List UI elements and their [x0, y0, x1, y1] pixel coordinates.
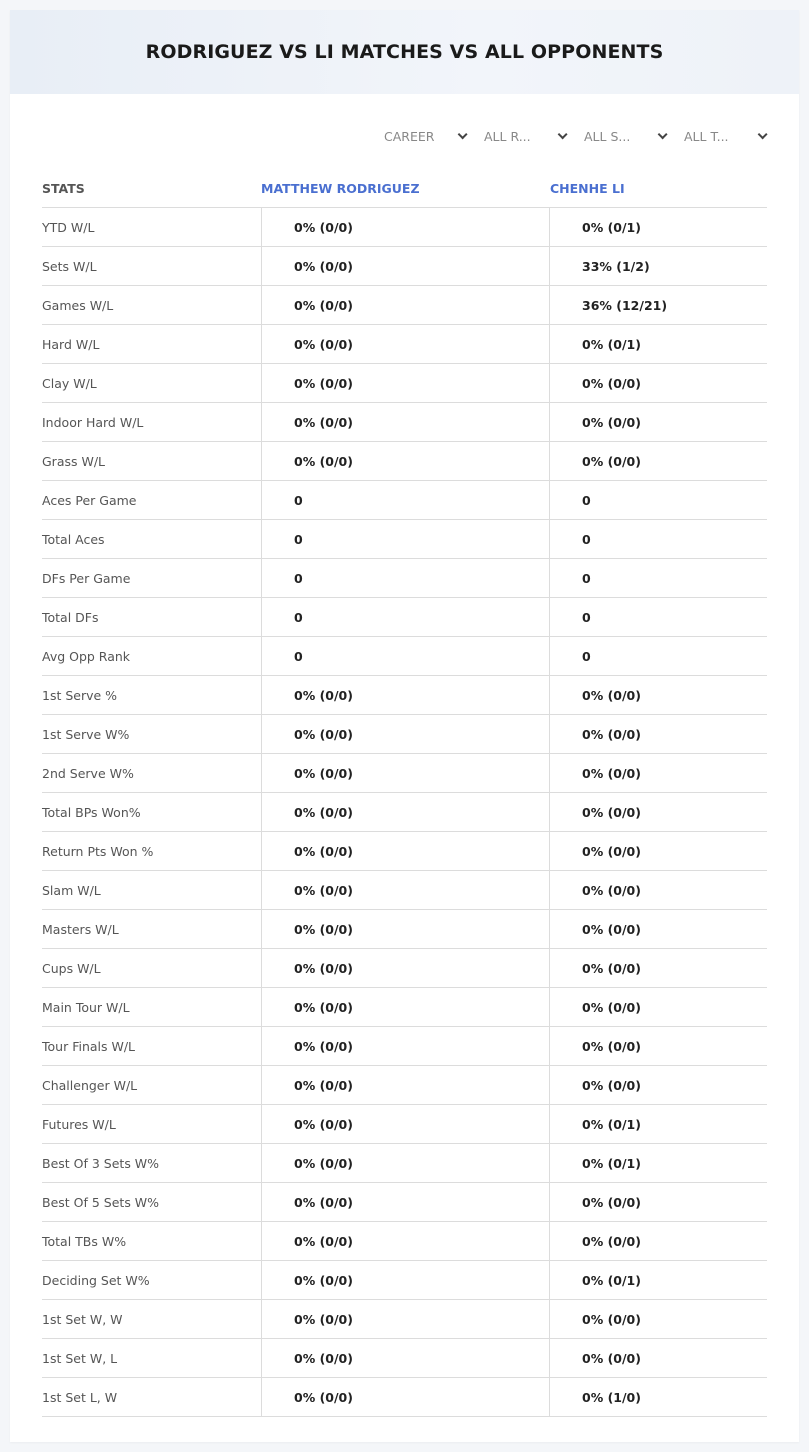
player1-value: 0% (0/0): [294, 1195, 353, 1210]
stat-label: Aces Per Game: [42, 493, 137, 508]
player1-value: 0: [294, 532, 303, 547]
card-header: [10, 10, 799, 94]
player2-value: 0% (0/0): [582, 805, 641, 820]
player2-value: 0% (0/1): [582, 337, 641, 352]
stat-label: 1st Set W, W: [42, 1312, 123, 1327]
chevron-down-icon: [758, 129, 768, 139]
player1-value: 0% (0/0): [294, 376, 353, 391]
player2-value: 0% (0/1): [582, 1156, 641, 1171]
table-row: [42, 754, 767, 793]
stat-label: 1st Set W, L: [42, 1351, 118, 1366]
player1-value: 0: [294, 610, 303, 625]
column-header-stats: STATS: [42, 181, 85, 196]
column-header-player2[interactable]: CHENHE LI: [550, 181, 625, 196]
stat-label: Challenger W/L: [42, 1078, 138, 1093]
table-row: [42, 676, 767, 715]
player2-value: 0: [582, 610, 591, 625]
stat-label: Indoor Hard W/L: [42, 415, 144, 430]
player2-value: 0% (0/1): [582, 1117, 641, 1132]
filter-bar: [374, 126, 774, 146]
player1-value: 0% (0/0): [294, 337, 353, 352]
player2-value: 0% (0/0): [582, 376, 641, 391]
player1-value: 0% (0/0): [294, 922, 353, 937]
player2-value: 0% (0/0): [582, 961, 641, 976]
stat-label: Hard W/L: [42, 337, 100, 352]
player2-value: 0% (0/0): [582, 1195, 641, 1210]
table-row: [42, 1105, 767, 1144]
player1-value: 0% (0/0): [294, 1078, 353, 1093]
player1-value: 0% (0/0): [294, 688, 353, 703]
stat-label: Sets W/L: [42, 259, 97, 274]
table-row: [42, 481, 767, 520]
stats-card: [10, 10, 799, 1442]
filter-label: ALL T...: [684, 128, 729, 144]
table-row: [42, 715, 767, 754]
player1-value: 0: [294, 493, 303, 508]
stat-label: Deciding Set W%: [42, 1273, 150, 1288]
player2-value: 0% (0/0): [582, 415, 641, 430]
column-header-player1[interactable]: MATTHEW RODRIGUEZ: [261, 181, 420, 196]
player1-value: 0% (0/0): [294, 1351, 353, 1366]
player2-value: 36% (12/21): [582, 298, 668, 313]
player2-value: 0% (0/0): [582, 454, 641, 469]
player2-value: 0: [582, 532, 591, 547]
player1-value: 0% (0/0): [294, 805, 353, 820]
table-row: [42, 520, 767, 559]
player2-value: 0% (0/0): [582, 727, 641, 742]
player1-value: 0% (0/0): [294, 844, 353, 859]
player2-value: 0% (0/0): [582, 1000, 641, 1015]
stat-label: Tour Finals W/L: [42, 1039, 136, 1054]
player2-value: 0% (0/0): [582, 1078, 641, 1093]
stat-label: Best Of 5 Sets W%: [42, 1195, 160, 1210]
table-row: [42, 1222, 767, 1261]
stat-label: Best Of 3 Sets W%: [42, 1156, 160, 1171]
stat-label: Return Pts Won %: [42, 844, 154, 859]
player1-value: 0% (0/0): [294, 259, 353, 274]
player1-value: 0% (0/0): [294, 1390, 353, 1405]
table-row: [42, 247, 767, 286]
table-row: [42, 1027, 767, 1066]
player1-value: 0% (0/0): [294, 1000, 353, 1015]
table-row: [42, 598, 767, 637]
player1-value: 0: [294, 649, 303, 664]
player2-value: 0% (1/0): [582, 1390, 641, 1405]
chevron-down-icon: [658, 129, 668, 139]
filter-tournaments-select[interactable]: [674, 126, 774, 146]
table-row: [42, 208, 767, 247]
stat-label: Avg Opp Rank: [42, 649, 131, 664]
player2-value: 0% (0/0): [582, 1312, 641, 1327]
stat-label: Cups W/L: [42, 961, 101, 976]
stats-table: [42, 160, 767, 1417]
stat-label: Slam W/L: [42, 883, 101, 898]
table-row: [42, 1144, 767, 1183]
stat-label: 1st Serve W%: [42, 727, 130, 742]
stat-label: Main Tour W/L: [42, 1000, 130, 1015]
player2-value: 0% (0/1): [582, 1273, 641, 1288]
stat-label: YTD W/L: [42, 220, 95, 235]
player1-value: 0% (0/0): [294, 1312, 353, 1327]
table-row: [42, 286, 767, 325]
table-row: [42, 559, 767, 598]
chevron-down-icon: [458, 129, 468, 139]
table-row: [42, 1066, 767, 1105]
player2-value: 0% (0/0): [582, 1351, 641, 1366]
stat-label: 1st Set L, W: [42, 1390, 118, 1405]
filter-label: ALL S...: [584, 128, 631, 144]
player2-value: 0% (0/0): [582, 1234, 641, 1249]
stat-label: Total TBs W%: [42, 1234, 127, 1249]
table-row: [42, 325, 767, 364]
player2-value: 0: [582, 649, 591, 664]
player1-value: 0% (0/0): [294, 883, 353, 898]
player2-value: 0% (0/0): [582, 766, 641, 781]
stat-label: Total BPs Won%: [42, 805, 141, 820]
player2-value: 0% (0/0): [582, 1039, 641, 1054]
table-header: [42, 160, 767, 208]
table-row: [42, 832, 767, 871]
player1-value: 0% (0/0): [294, 220, 353, 235]
table-row: [42, 1300, 767, 1339]
player1-value: 0% (0/0): [294, 454, 353, 469]
column-divider: [261, 208, 262, 1417]
page-title: RODRIGUEZ VS LI MATCHES VS ALL OPPONENTS: [145, 41, 664, 63]
player1-value: 0% (0/0): [294, 1234, 353, 1249]
table-row: [42, 1378, 767, 1417]
table-row: [42, 949, 767, 988]
filter-label: CAREER: [384, 128, 435, 144]
player1-value: 0% (0/0): [294, 415, 353, 430]
table-row: [42, 1183, 767, 1222]
player1-value: 0% (0/0): [294, 298, 353, 313]
player1-value: 0% (0/0): [294, 961, 353, 976]
player2-value: 0% (0/0): [582, 844, 641, 859]
stat-label: 2nd Serve W%: [42, 766, 134, 781]
player2-value: 0% (0/1): [582, 220, 641, 235]
stat-label: Clay W/L: [42, 376, 97, 391]
table-row: [42, 1339, 767, 1378]
player1-value: 0% (0/0): [294, 766, 353, 781]
filter-career-select[interactable]: [374, 126, 474, 146]
player2-value: 33% (1/2): [582, 259, 650, 274]
table-row: [42, 637, 767, 676]
table-row: [42, 403, 767, 442]
stat-label: Masters W/L: [42, 922, 119, 937]
stat-label: Total Aces: [42, 532, 105, 547]
table-row: [42, 442, 767, 481]
table-body: [42, 208, 767, 1417]
chevron-down-icon: [558, 129, 568, 139]
table-row: [42, 988, 767, 1027]
table-row: [42, 364, 767, 403]
stat-label: Futures W/L: [42, 1117, 116, 1132]
filter-surfaces-select[interactable]: [574, 126, 674, 146]
player2-value: 0: [582, 493, 591, 508]
player1-value: 0% (0/0): [294, 1156, 353, 1171]
player1-value: 0% (0/0): [294, 727, 353, 742]
filter-label: ALL R...: [484, 128, 531, 144]
player1-value: 0: [294, 571, 303, 586]
column-divider: [549, 208, 550, 1417]
player2-value: 0% (0/0): [582, 688, 641, 703]
stat-label: Total DFs: [42, 610, 99, 625]
table-row: [42, 910, 767, 949]
player2-value: 0% (0/0): [582, 922, 641, 937]
stat-label: Games W/L: [42, 298, 114, 313]
player1-value: 0% (0/0): [294, 1273, 353, 1288]
player1-value: 0% (0/0): [294, 1039, 353, 1054]
player2-value: 0% (0/0): [582, 883, 641, 898]
table-row: [42, 871, 767, 910]
table-row: [42, 793, 767, 832]
stat-label: 1st Serve %: [42, 688, 118, 703]
filter-rounds-select[interactable]: [474, 126, 574, 146]
stat-label: Grass W/L: [42, 454, 106, 469]
stat-label: DFs Per Game: [42, 571, 131, 586]
table-row: [42, 1261, 767, 1300]
player2-value: 0: [582, 571, 591, 586]
player1-value: 0% (0/0): [294, 1117, 353, 1132]
